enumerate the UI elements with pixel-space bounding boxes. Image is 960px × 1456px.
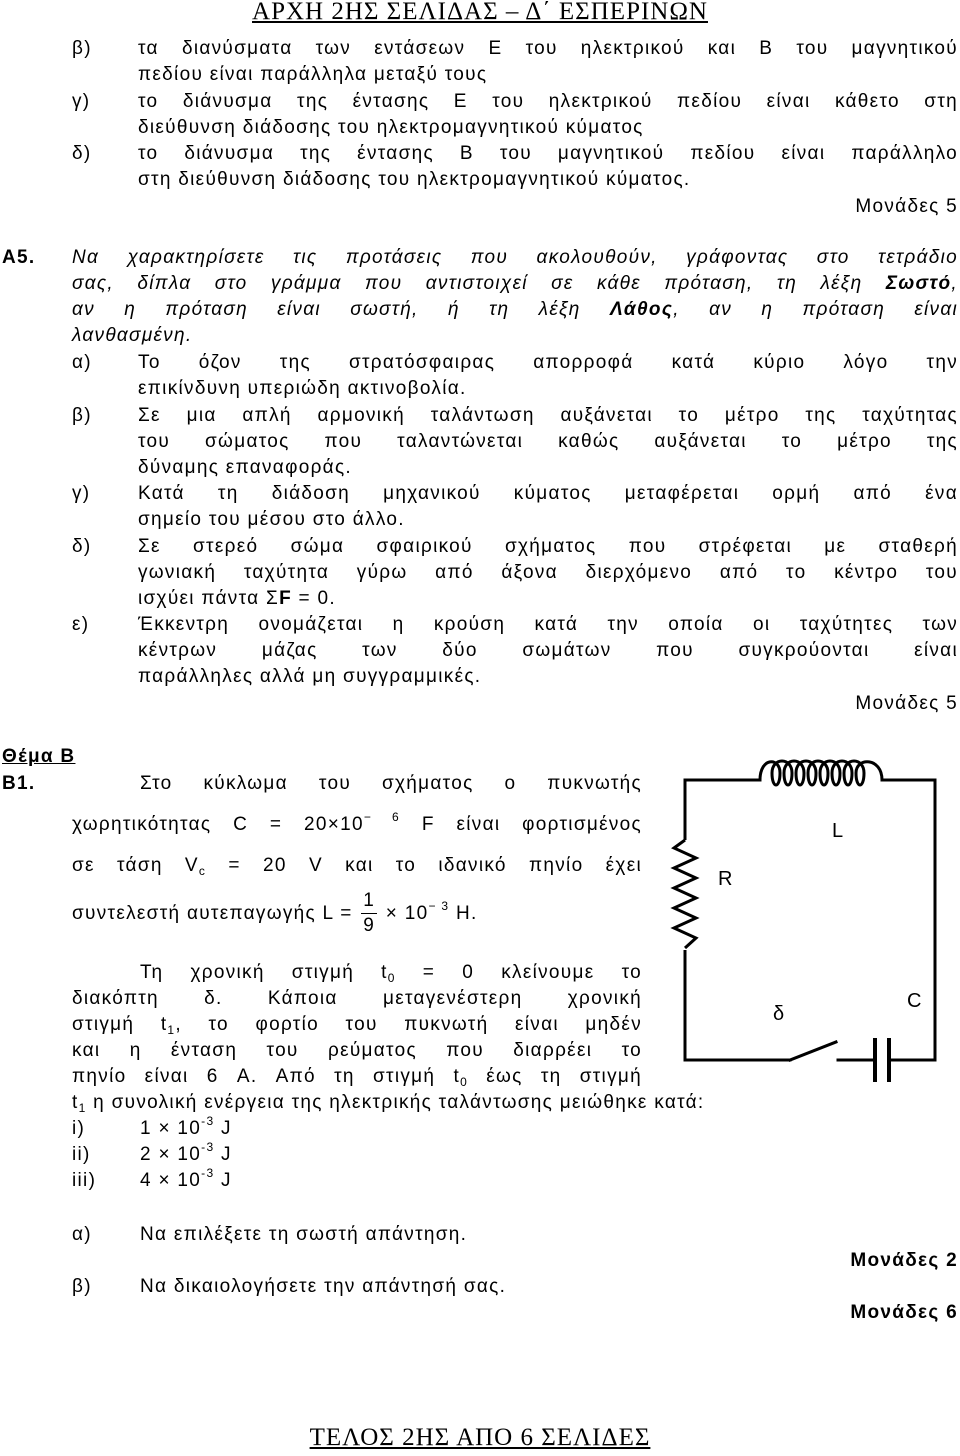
item-text-line: στη διεύθυνση διάδοσης του ηλεκτρομαγνητικού κύματος.	[138, 169, 691, 190]
item-text-line: ισχύει πάντα ΣF = 0.	[138, 588, 336, 609]
task-label: β)	[72, 1276, 92, 1297]
question-number: Α5.	[2, 247, 36, 268]
marks: Μονάδες 2	[850, 1250, 958, 1271]
marks: Μονάδες 5	[855, 196, 958, 217]
item-label: δ)	[72, 536, 92, 557]
item-text-line: Σε μια απλή αρμονική ταλάντωση αυξάνεται το μέτρο της ταχύτητας	[138, 405, 958, 426]
option-text: $2 \times 10^{-3}$ J	[140, 1140, 232, 1165]
item-text-line: Έκκεντρη ονομάζεται η κρούση κατά την οποία οι ταχύτητες των	[138, 614, 958, 635]
b1-line: πηνίο είναι 6 A. Από τη στιγμή $t_0$ έως τη στιγμή	[72, 1066, 642, 1089]
item-text-line: διεύθυνση διάδοσης του ηλεκτρομαγνητικού κύματος	[138, 117, 644, 138]
b1-line: σε τάση $V_c = 20$ V και το ιδανικό πηνίο έχει	[72, 855, 642, 878]
wrong-word: Λάθος	[609, 299, 674, 320]
intro-line: Να χαρακτηρίσετε τις προτάσεις που ακολουθούν, γράφοντας στο τετράδιο	[72, 247, 958, 268]
item-text-line: επικίνδυνη υπεριώδη ακτινοβολία.	[138, 378, 467, 399]
item-text-line: γωνιακή ταχύτητα γύρω από άξονα διερχόμενο από το κέντρο του	[138, 562, 958, 583]
item-label: β)	[72, 38, 92, 59]
item-label: α)	[72, 352, 92, 373]
item-text-line: το διάνυσμα της έντασης Β του μαγνητικού πεδίου είναι παράλληλο	[138, 143, 958, 164]
item-label: δ)	[72, 143, 92, 164]
item-text-line: Κατά τη διάδοση μηχανικού κύματος μεταφέρεται ορμή από ένα	[138, 483, 958, 504]
intro-line: αν η πρόταση είναι σωστή, ή τη λέξη Λάθος, αν η πρόταση είναι	[72, 299, 958, 320]
b1-line: $t_1$ η συνολική ενέργεια της ηλεκτρικής ταλάντωσης μειώθηκε κατά:	[72, 1092, 705, 1115]
fraction: $\frac{1}{9}$	[363, 890, 376, 937]
item-text-line: Το όζον της στρατόσφαιρας απορροφά κατά κύριο λόγο την	[138, 352, 958, 373]
item-label: γ)	[72, 91, 91, 112]
intro-line: σας, δίπλα στο γράμμα που αντιστοιχεί σε κάθε πρόταση, τη λέξη Σωστό,	[72, 273, 958, 294]
question-number: Β1.	[2, 773, 36, 794]
task-label: α)	[72, 1224, 92, 1245]
b1-line: χωρητικότητας $C = 20\times 10^{- 6}$ F είναι φορτισμένος	[72, 810, 642, 835]
label-switch: δ	[773, 1003, 785, 1025]
inductor-coil	[760, 761, 882, 785]
item-text-line: τα διανύσματα των εντάσεων Ε του ηλεκτρικού και Β του μαγνητικού	[138, 38, 958, 59]
marks: Μονάδες 6	[850, 1302, 958, 1323]
b1-line: διακόπτη δ. Κάποια μεταγενέστερη χρονική	[72, 988, 642, 1009]
item-label: ε)	[72, 614, 90, 635]
item-text-line: του σώματος που ταλαντώνεται καθώς αυξάνεται το μέτρο της	[138, 431, 958, 452]
intro-line: λανθασμένη.	[72, 325, 193, 346]
label-C: C	[907, 990, 922, 1012]
b1-formula-line: συντελεστή αυτεπαγωγής L = $\frac{1}{9}$ × $10^{- 3}$ H.	[72, 890, 478, 937]
task-text: Να επιλέξετε τη σωστή απάντηση.	[140, 1224, 468, 1245]
item-label: γ)	[72, 483, 91, 504]
b1-line: Τη χρονική στιγμή $t_0 = 0$ κλείνουμε το	[140, 962, 643, 985]
item-text-line: σημείο του μέσου στο άλλο.	[138, 509, 405, 530]
b1-line: στιγμή $t_1$, το φορτίο του πυκνωτή είναι μηδέν	[72, 1014, 642, 1037]
item-text-line: πεδίου είναι παράλληλα μεταξύ τους	[138, 64, 488, 85]
page-header: ΑΡΧΗ 2ΗΣ ΣΕΛΙΔΑΣ – Δ΄ ΕΣΠΕΡΙΝΩΝ	[252, 0, 708, 25]
item-text-line: παράλληλες αλλά μη συγγραμμικές.	[138, 666, 482, 687]
option-label: iii)	[72, 1170, 97, 1191]
item-text-line: κέντρων μάζας των δύο σωμάτων που συγκρούονται είναι	[138, 640, 958, 661]
task-text: Να δικαιολογήσετε την απάντησή σας.	[140, 1276, 507, 1297]
b1-line: Στο κύκλωμα του σχήματος ο πυκνωτής	[140, 773, 642, 794]
option-text: $1 \times 10^{-3}$ J	[140, 1114, 232, 1139]
item-label: β)	[72, 405, 92, 426]
option-label: i)	[72, 1118, 86, 1139]
label-R: R	[718, 868, 733, 890]
marks: Μονάδες 5	[855, 693, 958, 714]
switch-blade	[790, 1042, 836, 1060]
option-label: ii)	[72, 1144, 91, 1165]
item-text-line: Σε στερεό σώμα σφαιρικού σχήματος που στρέφεται με σταθερή	[138, 536, 958, 557]
item-text-line: το διάνυσμα της έντασης Ε του ηλεκτρικού πεδίου είναι κάθετο στη	[138, 91, 958, 112]
label-L: L	[832, 820, 844, 842]
section-title: Θέμα Β	[2, 746, 76, 767]
b1-line: και η ένταση του ρεύματος που διαρρέει το	[72, 1040, 642, 1061]
page-footer: ΤΕΛΟΣ 2ΗΣ ΑΠΟ 6 ΣΕΛΙΔΕΣ	[309, 1424, 651, 1451]
correct-word: Σωστό	[885, 273, 952, 294]
item-text-line: δύναμης επαναφοράς.	[138, 457, 352, 478]
circuit-diagram	[660, 755, 960, 1100]
option-text: $4 \times 10^{-3}$ J	[140, 1166, 232, 1191]
